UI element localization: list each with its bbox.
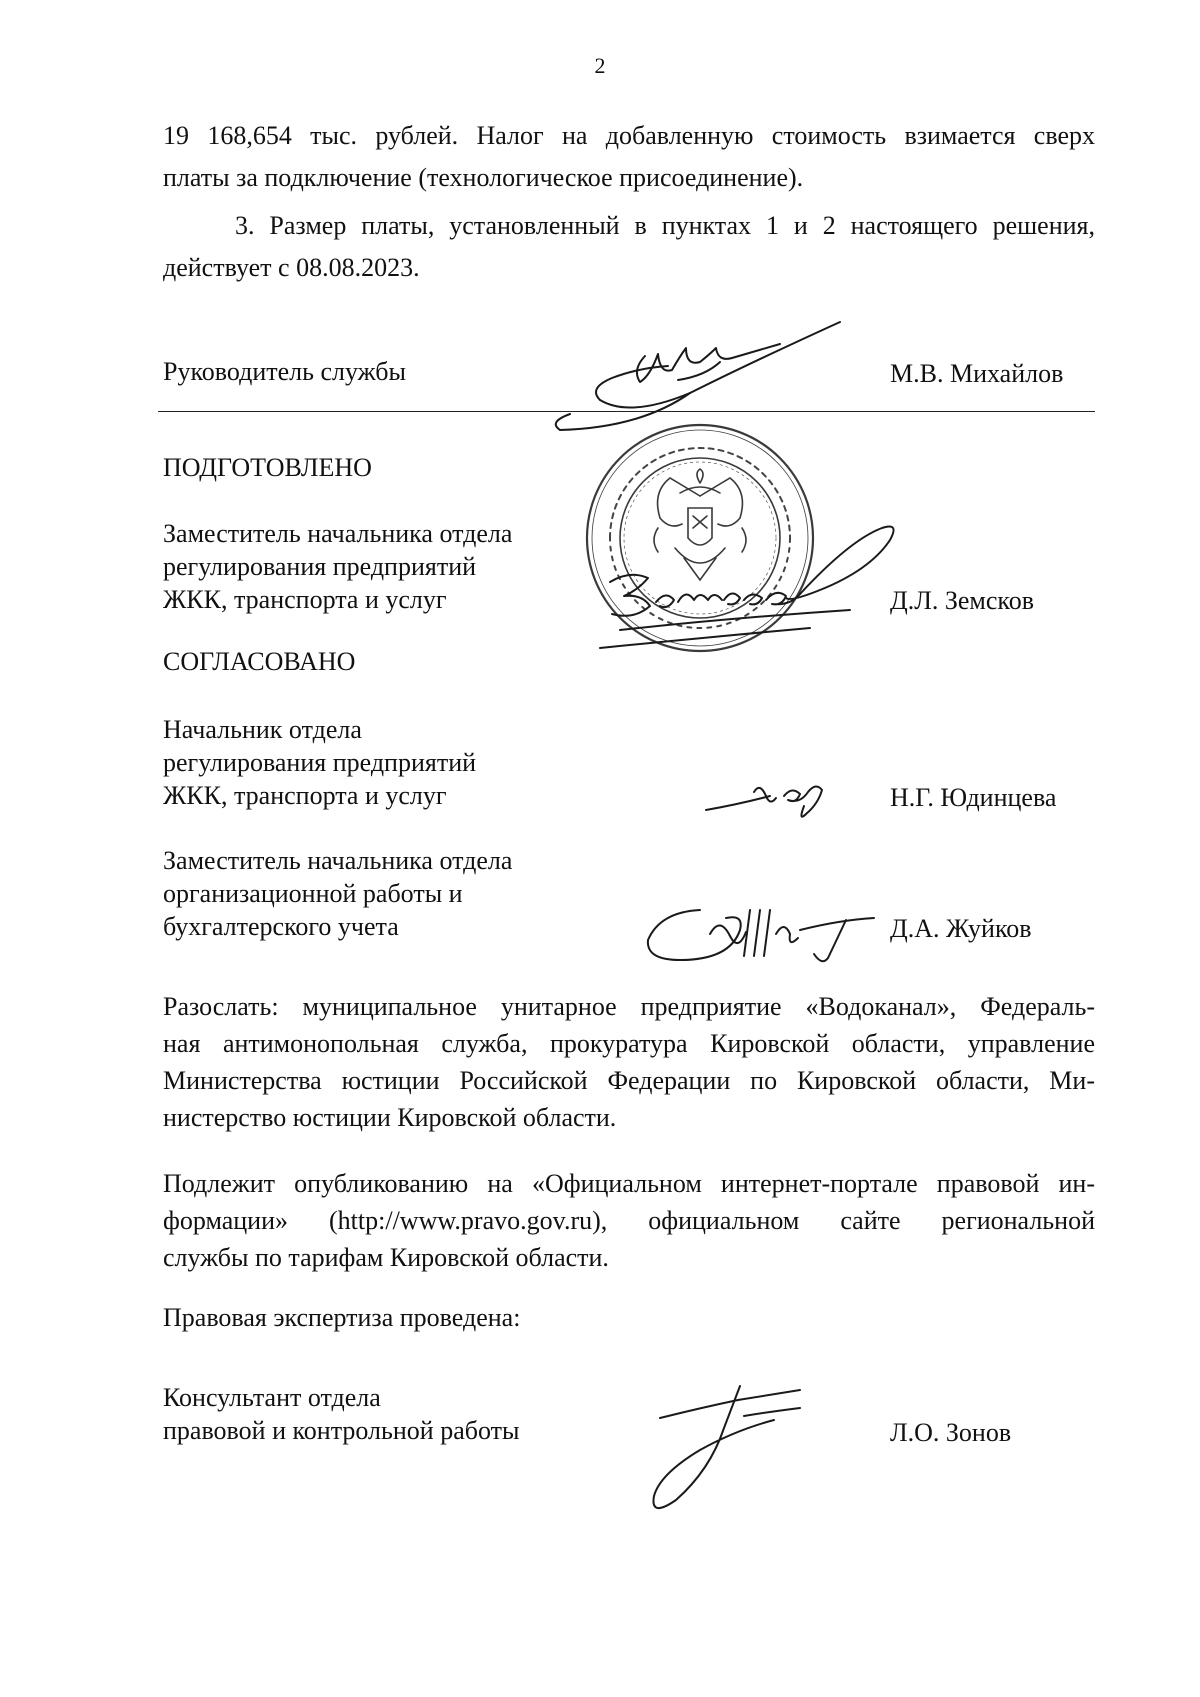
legal-review-position-line-2: правовой и контрольной работы — [163, 1416, 520, 1445]
distribution-line-1: Разослать: муниципальное унитарное предприятие «Водоканал», Федераль- — [163, 992, 1095, 1021]
intro-line-1: 19 168,654 тыс. рублей. Налог на добавленную стоимость взимается сверх — [163, 121, 1095, 150]
agreed-1-position-line-3: ЖКК, транспорта и услуг — [163, 781, 447, 810]
distribution-line-4: нистерство юстиции Кировской области. — [163, 1103, 617, 1132]
agreed-2-position-line-1: Заместитель начальника отдела — [163, 846, 513, 875]
clause-3-line-1: 3. Размер платы, установленный в пунктах 1 и 2 настоящего решения, — [235, 211, 1095, 240]
agreed-1-name: Н.Г. Юдинцева — [890, 783, 1057, 812]
agreed-2-signature — [640, 890, 890, 980]
legal-review-signature — [640, 1378, 820, 1518]
agreed-2-position-line-2: организационной работы и — [163, 879, 463, 908]
prepared-signature — [590, 510, 910, 660]
legal-review-heading: Правовая экспертиза проведена: — [163, 1303, 521, 1332]
prepared-heading: ПОДГОТОВЛЕНО — [163, 453, 372, 482]
agreed-2-position-line-3: бухгалтерского учета — [163, 912, 399, 941]
prepared-name: Д.Л. Земсков — [890, 586, 1035, 615]
agreed-1-signature — [700, 770, 860, 830]
prepared-position-line-2: регулирования предприятий — [163, 552, 477, 581]
page-number: 2 — [594, 53, 606, 78]
legal-review-name: Л.О. Зонов — [890, 1418, 1012, 1447]
head-position: Руководитель службы — [163, 357, 406, 386]
clause-3-paragraph — [163, 208, 1095, 286]
head-signature — [540, 318, 850, 448]
agreed-1-position-line-2: регулирования предприятий — [163, 748, 477, 777]
distribution-line-3: Министерства юстиции Российской Федерации по Кировской области, Ми- — [163, 1066, 1095, 1095]
publication-line-1: Подлежит опубликованию на «Официальном интернет-портале правовой ин- — [163, 1169, 1095, 1198]
legal-review-position-line-1: Консультант отдела — [163, 1383, 381, 1412]
agreed-1-position-line-1: Начальник отдела — [163, 715, 362, 744]
prepared-position-line-1: Заместитель начальника отдела — [163, 519, 513, 548]
agreed-heading: СОГЛАСОВАНО — [163, 647, 356, 676]
publication-line-3: службы по тарифам Кировской области. — [163, 1243, 609, 1272]
intro-paragraph — [163, 118, 1095, 196]
publication-line-2: формации» (http://www.pravo.gov.ru), официальном сайте региональной — [163, 1206, 1095, 1235]
prepared-position-line-3: ЖКК, транспорта и услуг — [163, 585, 447, 614]
distribution-paragraph — [163, 989, 1095, 1136]
clause-3-line-2: действует с 08.08.2023. — [163, 253, 420, 282]
distribution-line-2: ная антимонопольная служба, прокуратура Кировской области, управление — [163, 1029, 1095, 1058]
agreed-2-name: Д.А. Жуйков — [890, 914, 1032, 943]
publication-paragraph — [163, 1166, 1095, 1276]
head-name: М.В. Михайлов — [890, 359, 1064, 388]
intro-line-2: платы за подключение (технологическое присоединение). — [163, 163, 804, 192]
